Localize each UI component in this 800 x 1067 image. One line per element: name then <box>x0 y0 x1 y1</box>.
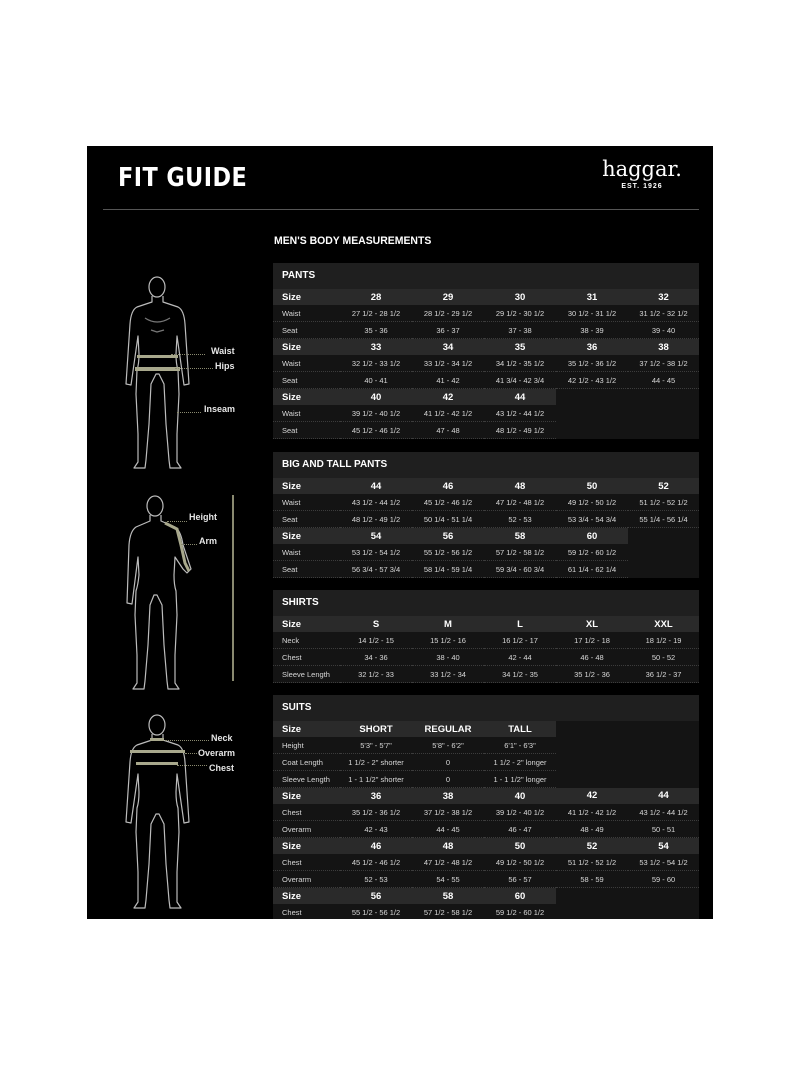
measurement-value-cell: 45 1/2 - 46 1/2 <box>340 422 412 439</box>
chest-leader-line <box>177 765 207 766</box>
pants-size-table <box>273 289 699 439</box>
measurement-value-cell: 39 1/2 - 40 1/2 <box>340 405 412 422</box>
measurement-value-cell <box>556 422 628 439</box>
size-value-cell: XXL <box>628 616 699 632</box>
measurement-label-cell: Seat <box>273 372 340 389</box>
measurement-value-cell: 5'3" - 5'7" <box>340 737 412 754</box>
measurement-label-cell: Chest <box>273 804 340 821</box>
measurement-value-cell: 37 1/2 - 38 1/2 <box>412 804 484 821</box>
size-value-cell: M <box>412 616 484 632</box>
measurement-value-cell: 51 1/2 - 52 1/2 <box>556 854 628 871</box>
suits-table-title: SUITS <box>273 695 699 721</box>
measurement-value-cell: 36 1/2 - 37 <box>628 666 699 683</box>
measurement-value-cell: 46 - 48 <box>556 649 628 666</box>
pants-table-section <box>273 263 699 439</box>
shirts-figure-illustration <box>121 493 197 695</box>
size-value-cell: 46 <box>340 838 412 855</box>
measurement-label-cell: Chest <box>273 904 340 919</box>
size-value-cell: 48 <box>484 478 556 494</box>
measurement-value-cell: 55 1/4 - 56 1/4 <box>628 511 699 528</box>
measurement-value-cell: 15 1/2 - 16 <box>412 632 484 649</box>
size-value-cell: 38 <box>412 788 484 805</box>
measurement-label-cell: Chest <box>273 854 340 871</box>
measurement-value-cell: 18 1/2 - 19 <box>628 632 699 649</box>
brand-logo <box>602 156 682 190</box>
measurement-value-cell: 55 1/2 - 56 1/2 <box>340 904 412 919</box>
measurement-value-cell: 32 1/2 - 33 1/2 <box>340 355 412 372</box>
table-header-row <box>273 838 699 855</box>
table-row <box>273 355 699 372</box>
size-header-cell: Size <box>273 289 340 305</box>
shirts-table-title: SHIRTS <box>273 590 699 616</box>
measurement-value-cell <box>628 422 699 439</box>
size-header-cell: Size <box>273 838 340 855</box>
measurement-value-cell <box>628 544 699 561</box>
size-value-cell: 56 <box>340 888 412 905</box>
size-value-cell <box>556 721 628 737</box>
measurement-value-cell <box>628 754 699 771</box>
measurement-value-cell: 38 - 39 <box>556 322 628 339</box>
measurement-value-cell: 1 1/2 - 2" longer <box>484 754 556 771</box>
size-value-cell: 28 <box>340 289 412 305</box>
size-value-cell: 56 <box>412 528 484 545</box>
size-value-cell: 58 <box>412 888 484 905</box>
measurement-value-cell: 14 1/2 - 15 <box>340 632 412 649</box>
measurement-value-cell: 53 1/2 - 54 1/2 <box>340 544 412 561</box>
table-row <box>273 494 699 511</box>
measurement-value-cell: 41 1/2 - 42 1/2 <box>412 405 484 422</box>
measurement-value-cell: 45 1/2 - 46 1/2 <box>412 494 484 511</box>
table-row <box>273 804 699 821</box>
measurement-label-cell: Seat <box>273 322 340 339</box>
measurement-value-cell: 59 3/4 - 60 3/4 <box>484 561 556 578</box>
table-header-row <box>273 721 699 737</box>
measurement-value-cell: 54 - 55 <box>412 871 484 888</box>
inseam-label: Inseam <box>204 404 236 414</box>
measurement-value-cell: 58 - 59 <box>556 871 628 888</box>
measurement-value-cell: 29 1/2 - 30 1/2 <box>484 305 556 322</box>
size-value-cell: XL <box>556 616 628 632</box>
size-value-cell <box>628 528 699 545</box>
size-value-cell: 38 <box>628 339 699 356</box>
measurement-value-cell <box>556 737 628 754</box>
measurement-value-cell <box>628 771 699 788</box>
section-heading: MEN'S BODY MEASUREMENTS <box>274 235 432 247</box>
size-value-cell: 52 <box>556 838 628 855</box>
arm-label: Arm <box>199 536 218 546</box>
measurement-value-cell <box>556 904 628 919</box>
table-row <box>273 754 699 771</box>
hips-label: Hips <box>215 361 235 371</box>
overarm-leader-line <box>185 753 197 754</box>
table-row <box>273 422 699 439</box>
measurement-value-cell: 52 - 53 <box>484 511 556 528</box>
measurement-label-cell: Sleeve Length <box>273 666 340 683</box>
measurement-value-cell: 1 1/2 - 2" shorter <box>340 754 412 771</box>
measurement-value-cell: 17 1/2 - 18 <box>556 632 628 649</box>
measurement-value-cell: 37 1/2 - 38 1/2 <box>628 355 699 372</box>
measurement-label-cell: Seat <box>273 511 340 528</box>
table-header-row <box>273 389 699 406</box>
size-value-cell: 36 <box>340 788 412 805</box>
big-tall-pants-table-title: BIG AND TALL PANTS <box>273 452 699 478</box>
measurement-value-cell: 42 - 44 <box>484 649 556 666</box>
height-measure-bar <box>232 495 234 681</box>
size-header-cell: Size <box>273 389 340 406</box>
measurement-value-cell: 49 1/2 - 50 1/2 <box>556 494 628 511</box>
waist-leader-line <box>171 354 205 355</box>
table-row <box>273 561 699 578</box>
measurement-value-cell: 50 - 52 <box>628 649 699 666</box>
table-header-row <box>273 888 699 905</box>
measurement-value-cell: 39 1/2 - 40 1/2 <box>484 804 556 821</box>
measurement-value-cell: 47 1/2 - 48 1/2 <box>484 494 556 511</box>
measurement-value-cell <box>628 561 699 578</box>
measurement-value-cell: 53 1/2 - 54 1/2 <box>628 854 699 871</box>
size-value-cell: 40 <box>484 788 556 805</box>
measurement-value-cell: 27 1/2 - 28 1/2 <box>340 305 412 322</box>
size-value-cell: 44 <box>628 788 699 805</box>
measurement-value-cell: 46 - 47 <box>484 821 556 838</box>
measurement-value-cell: 57 1/2 - 58 1/2 <box>484 544 556 561</box>
table-row <box>273 372 699 389</box>
size-value-cell: TALL <box>484 721 556 737</box>
table-row <box>273 322 699 339</box>
measurement-value-cell: 42 1/2 - 43 1/2 <box>556 372 628 389</box>
size-value-cell <box>628 389 699 406</box>
size-value-cell: L <box>484 616 556 632</box>
measurement-value-cell: 41 1/2 - 42 1/2 <box>556 804 628 821</box>
size-value-cell: 33 <box>340 339 412 356</box>
measurement-label-cell: Waist <box>273 305 340 322</box>
size-value-cell <box>556 888 628 905</box>
measurement-value-cell: 40 - 41 <box>340 372 412 389</box>
table-header-row <box>273 289 699 305</box>
measurement-label-cell: Coat Length <box>273 754 340 771</box>
measurement-value-cell: 31 1/2 - 32 1/2 <box>628 305 699 322</box>
measurement-value-cell: 28 1/2 - 29 1/2 <box>412 305 484 322</box>
size-value-cell: 34 <box>412 339 484 356</box>
size-value-cell: 58 <box>484 528 556 545</box>
measurement-value-cell: 41 3/4 - 42 3/4 <box>484 372 556 389</box>
measurement-value-cell: 35 1/2 - 36 <box>556 666 628 683</box>
measurement-value-cell: 1 - 1 1/2" longer <box>484 771 556 788</box>
size-value-cell: 50 <box>556 478 628 494</box>
measurement-label-cell: Neck <box>273 632 340 649</box>
chest-label: Chest <box>209 763 235 773</box>
measurement-value-cell: 43 1/2 - 44 1/2 <box>628 804 699 821</box>
measurement-value-cell: 49 1/2 - 50 1/2 <box>484 854 556 871</box>
page-title: FIT GUIDE <box>118 163 248 193</box>
measurement-value-cell: 48 1/2 - 49 1/2 <box>340 511 412 528</box>
measurement-value-cell: 43 1/2 - 44 1/2 <box>484 405 556 422</box>
measurement-value-cell: 39 - 40 <box>628 322 699 339</box>
measurement-value-cell: 59 1/2 - 60 1/2 <box>484 904 556 919</box>
measurement-label-cell: Waist <box>273 494 340 511</box>
size-header-cell: Size <box>273 478 340 494</box>
measurement-value-cell: 35 1/2 - 36 1/2 <box>556 355 628 372</box>
measurement-value-cell: 47 - 48 <box>412 422 484 439</box>
size-value-cell: 42 <box>412 389 484 406</box>
shirts-table-section <box>273 590 699 683</box>
big-tall-pants-table-section <box>273 452 699 578</box>
size-value-cell: SHORT <box>340 721 412 737</box>
measurement-value-cell: 48 1/2 - 49 1/2 <box>484 422 556 439</box>
suits-figure-illustration <box>121 712 193 914</box>
measurement-value-cell: 47 1/2 - 48 1/2 <box>412 854 484 871</box>
table-row <box>273 871 699 888</box>
measurement-value-cell: 61 1/4 - 62 1/4 <box>556 561 628 578</box>
suits-size-table <box>273 721 699 919</box>
size-value-cell <box>628 721 699 737</box>
size-value-cell: 36 <box>556 339 628 356</box>
size-value-cell: 35 <box>484 339 556 356</box>
size-value-cell: 40 <box>340 389 412 406</box>
measurement-label-cell: Waist <box>273 544 340 561</box>
size-value-cell: 54 <box>340 528 412 545</box>
table-row <box>273 305 699 322</box>
measurement-label-cell: Seat <box>273 422 340 439</box>
measurement-value-cell: 52 - 53 <box>340 871 412 888</box>
size-value-cell <box>628 888 699 905</box>
measurement-label-cell: Overarm <box>273 821 340 838</box>
measurement-value-cell: 0 <box>412 754 484 771</box>
size-header-cell: Size <box>273 339 340 356</box>
table-row <box>273 666 699 683</box>
measurement-label-cell: Chest <box>273 649 340 666</box>
size-value-cell: 31 <box>556 289 628 305</box>
hips-leader-line <box>175 368 213 369</box>
size-value-cell: 30 <box>484 289 556 305</box>
measurement-value-cell: 41 - 42 <box>412 372 484 389</box>
measurement-value-cell: 50 - 51 <box>628 821 699 838</box>
measurement-value-cell: 38 - 40 <box>412 649 484 666</box>
waist-label: Waist <box>211 346 235 356</box>
measurement-value-cell <box>628 405 699 422</box>
measurement-value-cell: 0 <box>412 771 484 788</box>
pants-figure-illustration <box>121 274 193 474</box>
measurement-value-cell: 16 1/2 - 17 <box>484 632 556 649</box>
table-row <box>273 737 699 754</box>
measurement-label-cell: Seat <box>273 561 340 578</box>
measurement-value-cell: 48 - 49 <box>556 821 628 838</box>
table-row <box>273 405 699 422</box>
shirts-size-table <box>273 616 699 683</box>
measurement-label-cell: Waist <box>273 355 340 372</box>
fit-guide-panel <box>87 146 713 919</box>
size-value-cell: 29 <box>412 289 484 305</box>
height-label: Height <box>189 512 217 522</box>
measurement-value-cell: 1 - 1 1/2" shorter <box>340 771 412 788</box>
measurement-label-cell: Waist <box>273 405 340 422</box>
size-value-cell: REGULAR <box>412 721 484 737</box>
measurement-value-cell: 56 - 57 <box>484 871 556 888</box>
measurement-label-cell: Sleeve Length <box>273 771 340 788</box>
size-value-cell: 54 <box>628 838 699 855</box>
table-header-row <box>273 528 699 545</box>
measurement-value-cell: 30 1/2 - 31 1/2 <box>556 305 628 322</box>
size-header-cell: Size <box>273 721 340 737</box>
measurement-value-cell: 37 - 38 <box>484 322 556 339</box>
table-row <box>273 649 699 666</box>
table-header-row <box>273 339 699 356</box>
size-header-cell: Size <box>273 528 340 545</box>
measurement-value-cell: 57 1/2 - 58 1/2 <box>412 904 484 919</box>
measurement-value-cell: 35 1/2 - 36 1/2 <box>340 804 412 821</box>
measurement-value-cell <box>556 754 628 771</box>
measurement-value-cell: 44 - 45 <box>412 821 484 838</box>
header-divider <box>103 209 699 210</box>
height-leader-line <box>167 521 187 522</box>
size-value-cell: 48 <box>412 838 484 855</box>
brand-wordmark: haggar. <box>602 157 682 181</box>
table-header-row <box>273 788 699 805</box>
measurement-value-cell: 34 - 36 <box>340 649 412 666</box>
measurement-value-cell: 34 1/2 - 35 1/2 <box>484 355 556 372</box>
measurement-value-cell: 33 1/2 - 34 <box>412 666 484 683</box>
measurement-value-cell: 44 - 45 <box>628 372 699 389</box>
table-row <box>273 632 699 649</box>
measurement-label-cell: Overarm <box>273 871 340 888</box>
table-header-row <box>273 616 699 632</box>
measurement-value-cell: 36 - 37 <box>412 322 484 339</box>
measurement-value-cell: 51 1/2 - 52 1/2 <box>628 494 699 511</box>
table-row <box>273 904 699 919</box>
table-row <box>273 821 699 838</box>
suits-table-section <box>273 695 699 919</box>
size-header-cell: Size <box>273 888 340 905</box>
size-value-cell: 60 <box>556 528 628 545</box>
size-value-cell: 46 <box>412 478 484 494</box>
size-value-cell <box>556 389 628 406</box>
measurement-value-cell: 32 1/2 - 33 <box>340 666 412 683</box>
measurement-label-cell: Height <box>273 737 340 754</box>
measurement-value-cell: 53 3/4 - 54 3/4 <box>556 511 628 528</box>
measurement-value-cell: 50 1/4 - 51 1/4 <box>412 511 484 528</box>
size-header-cell: Size <box>273 616 340 632</box>
measurement-value-cell: 34 1/2 - 35 <box>484 666 556 683</box>
table-row <box>273 854 699 871</box>
pants-table-title: PANTS <box>273 263 699 289</box>
size-value-cell: 50 <box>484 838 556 855</box>
measurement-value-cell: 59 1/2 - 60 1/2 <box>556 544 628 561</box>
measurement-value-cell: 5'8" - 6'2" <box>412 737 484 754</box>
measurement-value-cell: 56 3/4 - 57 3/4 <box>340 561 412 578</box>
table-row <box>273 544 699 561</box>
size-header-cell: Size <box>273 788 340 805</box>
measurement-value-cell <box>556 771 628 788</box>
size-value-cell: 60 <box>484 888 556 905</box>
size-value-cell: 32 <box>628 289 699 305</box>
measurement-value-cell: 42 - 43 <box>340 821 412 838</box>
measurement-value-cell <box>628 737 699 754</box>
neck-label: Neck <box>211 733 233 743</box>
size-value-cell: 44 <box>340 478 412 494</box>
inseam-leader-line <box>177 412 201 413</box>
measurement-value-cell <box>556 405 628 422</box>
size-value-cell: 44 <box>484 389 556 406</box>
measurement-value-cell: 58 1/4 - 59 1/4 <box>412 561 484 578</box>
big-tall-pants-size-table <box>273 478 699 578</box>
table-row <box>273 771 699 788</box>
measurement-value-cell: 55 1/2 - 56 1/2 <box>412 544 484 561</box>
measurement-value-cell: 6'1" - 6'3" <box>484 737 556 754</box>
measurement-value-cell: 35 - 36 <box>340 322 412 339</box>
size-value-cell: 52 <box>628 478 699 494</box>
measurement-value-cell: 59 - 60 <box>628 871 699 888</box>
measurement-value-cell: 45 1/2 - 46 1/2 <box>340 854 412 871</box>
table-header-row <box>273 478 699 494</box>
arm-leader-line <box>181 544 197 545</box>
size-value-cell: S <box>340 616 412 632</box>
size-value-cell: 42 <box>556 788 628 805</box>
measurement-value-cell <box>628 904 699 919</box>
measurement-value-cell: 33 1/2 - 34 1/2 <box>412 355 484 372</box>
table-row <box>273 511 699 528</box>
overarm-label: Overarm <box>198 748 236 758</box>
brand-tagline: EST. 1926 <box>621 183 663 190</box>
measurement-value-cell: 43 1/2 - 44 1/2 <box>340 494 412 511</box>
neck-leader-line <box>165 740 209 741</box>
